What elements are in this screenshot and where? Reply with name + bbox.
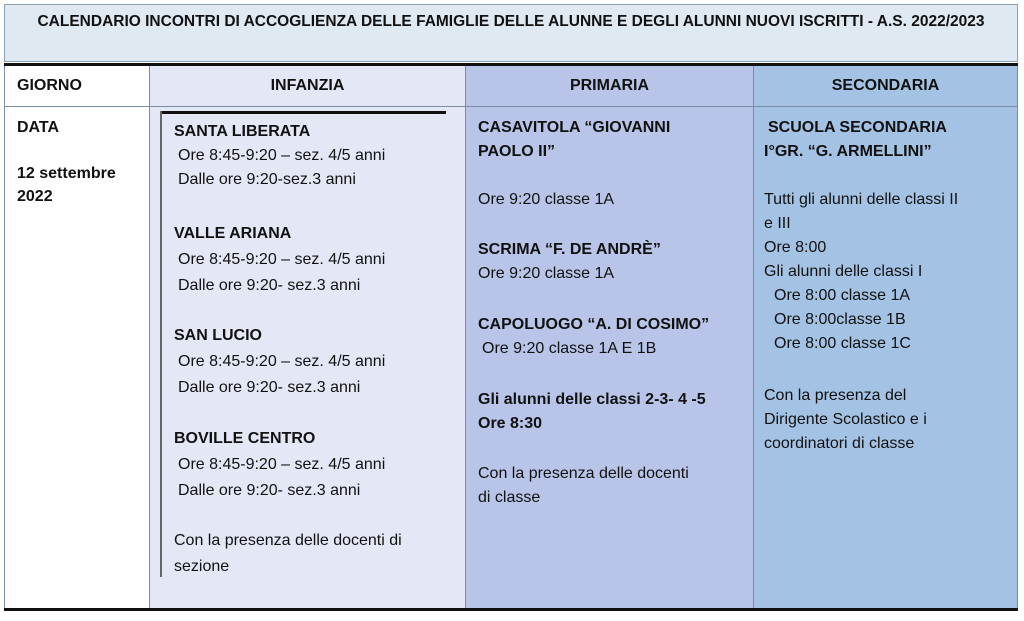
inner-top-rule [160, 111, 446, 114]
school-name: CASAVITOLA “GIOVANNI [478, 119, 671, 136]
info-line: Ore 8:00 classe 1C [774, 335, 911, 352]
school-time: Ore 8:45-9:20 – sez. 4/5 anni [178, 456, 386, 473]
inner-left-rule [160, 111, 162, 577]
school-block-santa-liberata [174, 120, 385, 192]
page-title: CALENDARIO INCONTRI DI ACCOGLIENZA DELLE FAMIGLIE DELLE ALUNNE E DEGLI ALUNNI NUOVI ISCRITTI - A.S. 2022/2023 [4, 4, 1018, 62]
school-name: SCUOLA SECONDARIA [768, 119, 947, 136]
school-time: Ore 8:45-9:20 – sez. 4/5 anni [178, 353, 386, 370]
school-name: CAPOLUOGO “A. DI COSIMO” [478, 316, 710, 333]
school-name: SCRIMA “F. DE ANDRÈ” [478, 241, 661, 258]
table-bottom-rule [4, 608, 1018, 611]
school-name: I°GR. “G. ARMELLINI” [764, 143, 932, 160]
infanzia-note [174, 528, 402, 580]
school-time: Dalle ore 9:20- sez.3 anni [178, 277, 361, 294]
header-secondaria: SECONDARIA [754, 66, 1017, 107]
info-line: Tutti gli alunni delle classi II [764, 191, 959, 208]
note-line: sezione [174, 558, 230, 575]
note-line: di classe [478, 489, 541, 506]
other-classes: Gli alunni delle classi 2-3- 4 -5 [478, 391, 706, 408]
note-line: Con la presenza delle docenti [478, 465, 689, 482]
date-line-2: 2022 [17, 188, 53, 205]
school-name: SAN LUCIO [174, 327, 262, 344]
school-block-boville-centro [174, 426, 385, 504]
school-block-san-lucio [174, 323, 385, 401]
note-line: Con la presenza delle docenti di [174, 532, 402, 549]
other-classes-time: Ore 8:30 [478, 415, 543, 432]
secondaria-content [764, 116, 958, 456]
school-time: Dalle ore 9:20- sez.3 anni [178, 379, 361, 396]
school-name: VALLE ARIANA [174, 225, 292, 242]
school-time: Ore 9:20 classe 1A [478, 265, 615, 282]
school-time: Ore 9:20 classe 1A E 1B [482, 340, 657, 357]
info-line: Ore 8:00 [764, 239, 827, 256]
school-time: Ore 9:20 classe 1A [478, 191, 615, 208]
info-line: e III [764, 215, 791, 232]
note-line: Dirigente Scolastico e i [764, 411, 927, 428]
primaria-content [478, 116, 709, 510]
school-time: Dalle ore 9:20- sez.3 anni [178, 482, 361, 499]
column-secondaria [754, 66, 1018, 610]
header-primaria: PRIMARIA [466, 66, 753, 107]
column-primaria [466, 66, 754, 610]
note-line: Con la presenza del [764, 387, 907, 404]
school-block-valle-ariana [174, 221, 385, 299]
school-name: BOVILLE CENTRO [174, 430, 316, 447]
date-line-1: 12 settembre [17, 165, 116, 182]
school-time: Dalle ore 9:20-sez.3 anni [178, 171, 356, 188]
info-line: Gli alunni delle classi I [764, 263, 923, 280]
info-line: Ore 8:00classe 1B [774, 311, 906, 328]
info-line: Ore 8:00 classe 1A [774, 287, 911, 304]
column-giorno [4, 66, 150, 610]
school-name: PAOLO II” [478, 143, 556, 160]
header-giorno: GIORNO [5, 66, 149, 107]
column-infanzia [150, 66, 466, 610]
school-name: SANTA LIBERATA [174, 123, 311, 140]
note-line: coordinatori di classe [764, 435, 915, 452]
header-infanzia: INFANZIA [150, 66, 465, 107]
school-time: Ore 8:45-9:20 – sez. 4/5 anni [178, 147, 386, 164]
school-time: Ore 8:45-9:20 – sez. 4/5 anni [178, 251, 386, 268]
date-label: DATA [17, 119, 60, 136]
